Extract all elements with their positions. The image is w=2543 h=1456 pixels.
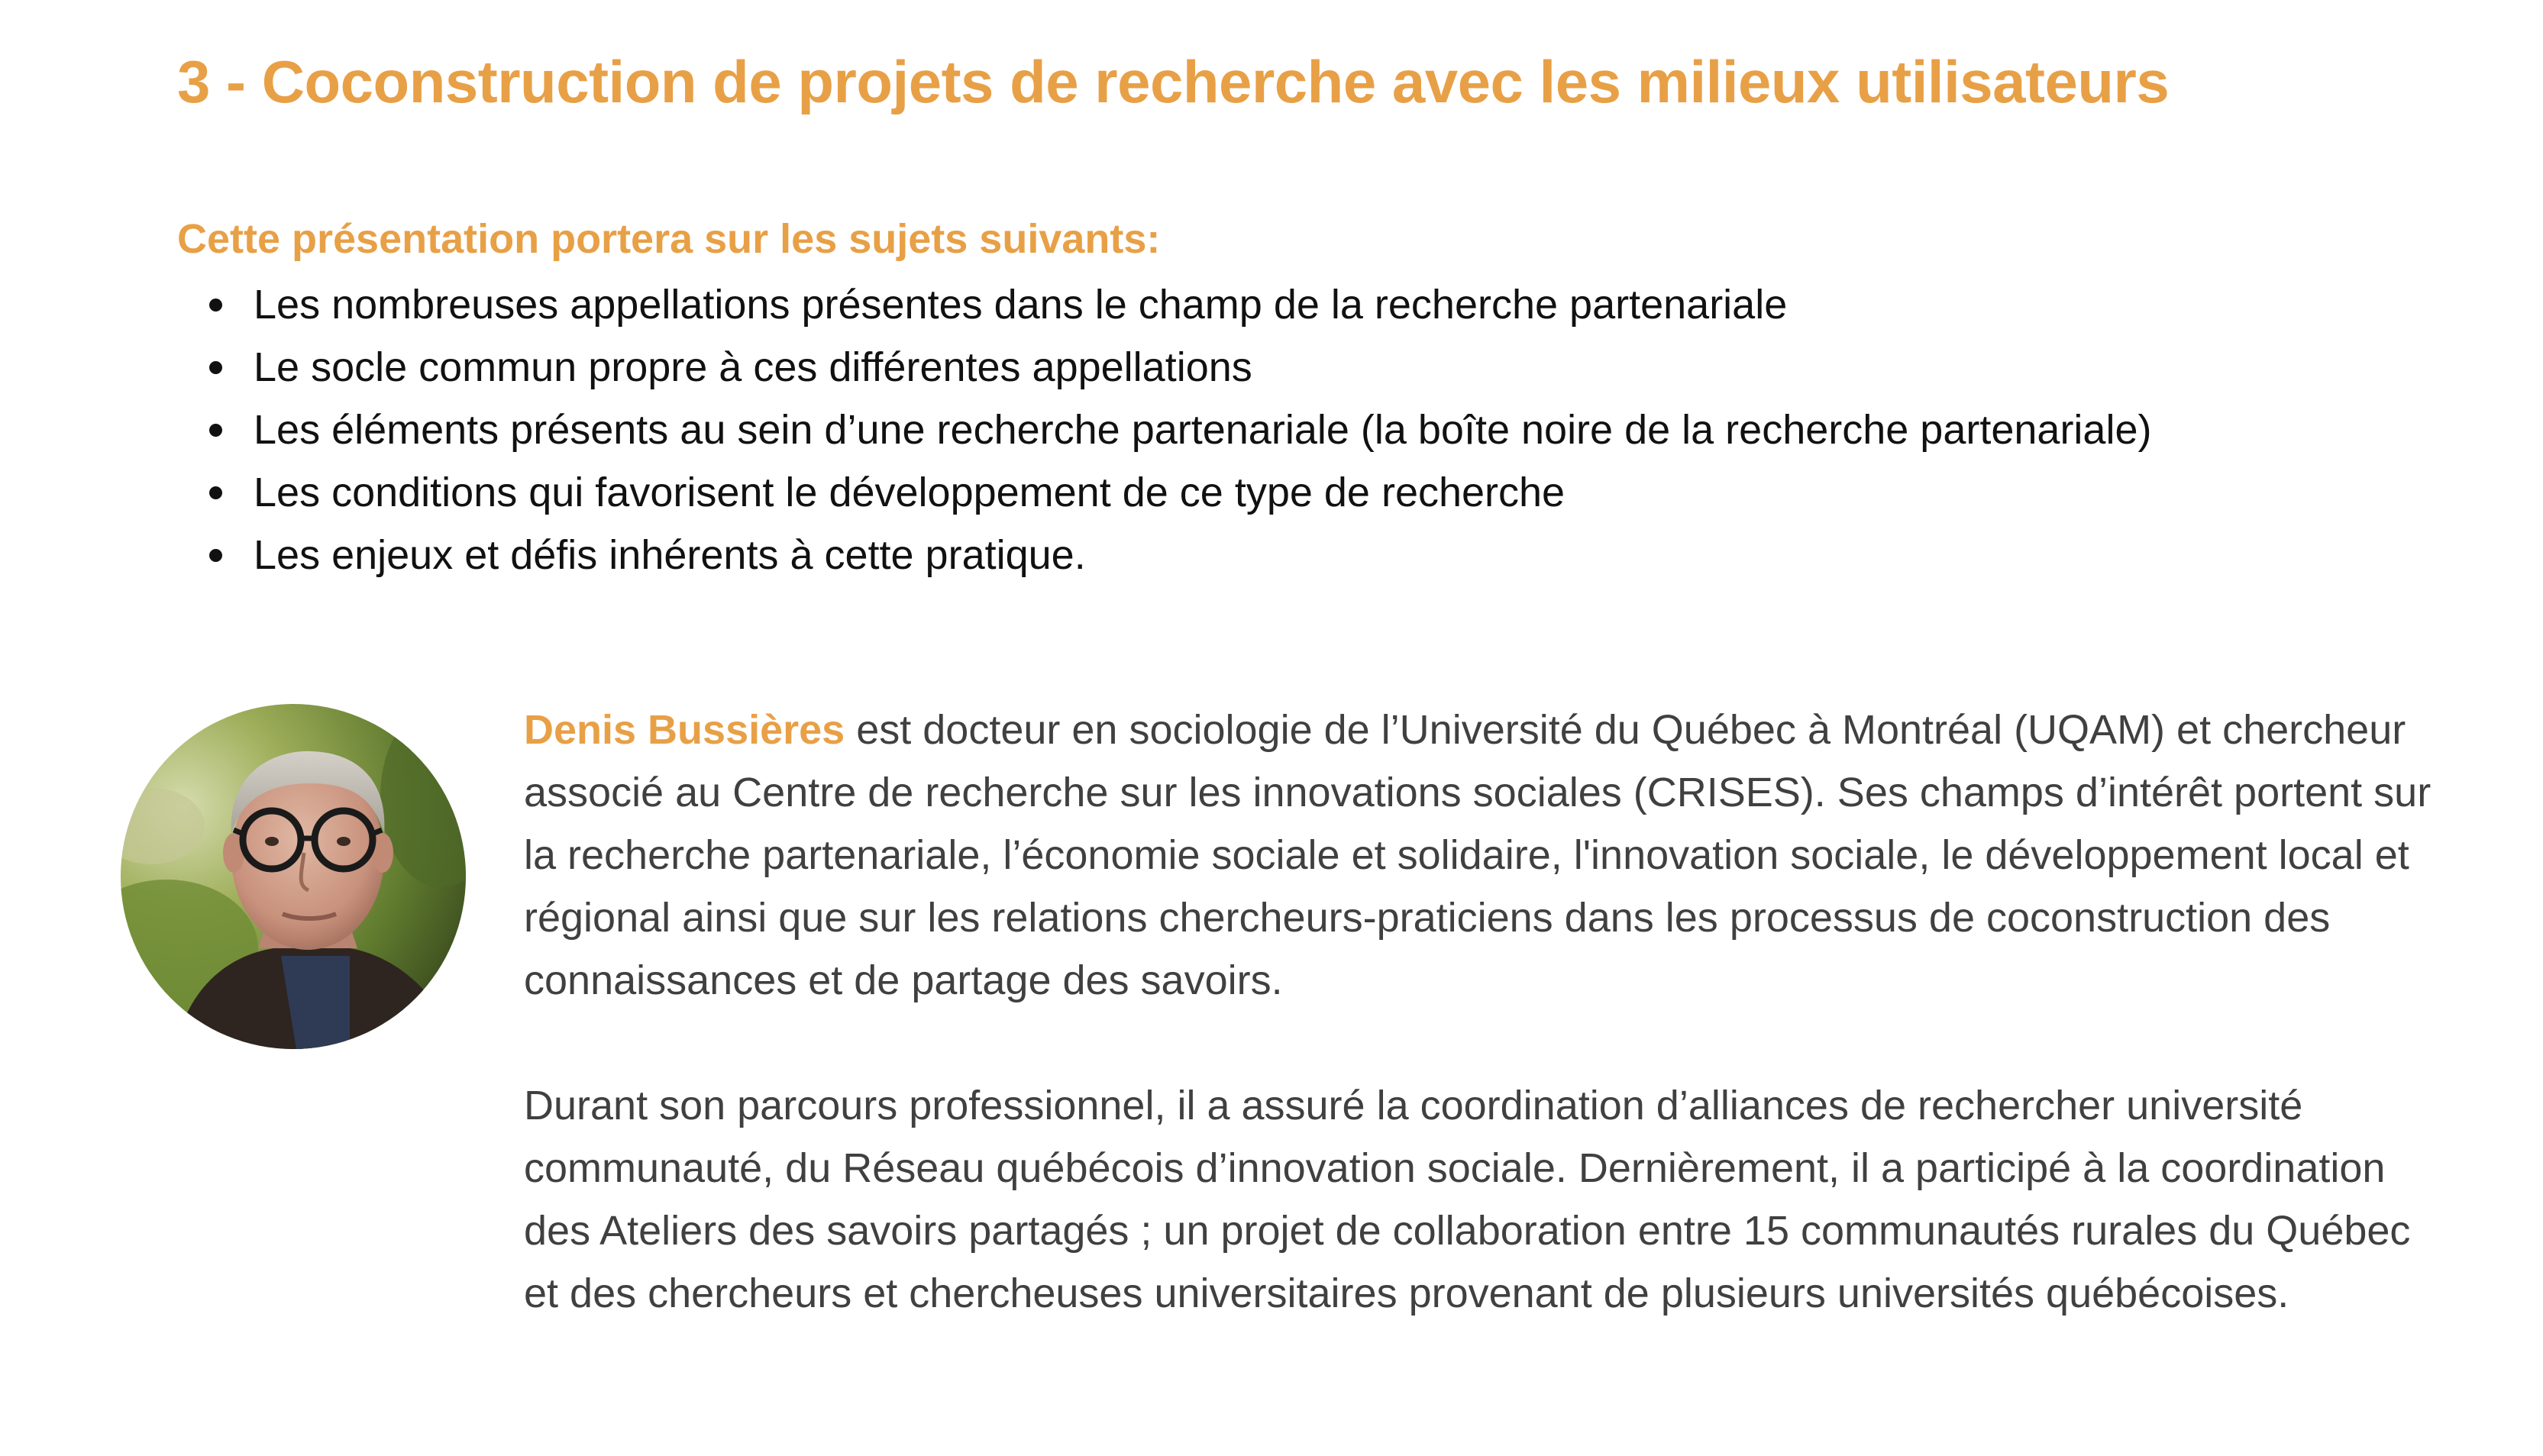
list-item [177,336,2151,399]
list-item [177,399,2151,461]
bullet-icon [209,549,222,562]
author-name: Denis Bussières [524,707,845,753]
portrait-photo [121,704,466,1049]
bio-paragraph-2: Durant son parcours professionnel, il a assuré la coordination d’alliances de rechercher université communauté, du Réseau québécois d’innovation sociale. Dernièrement, il a participé à la coordination des Ateliers des savoirs partagés ; un projet de collaboration entre 15 communautés rurales du Québec et des chercheurs et chercheuses universitaires provenant de plusieurs universités québécoises. [524,1083,2411,1316]
list-item-text: Les nombreuses appellations présentes dans le champ de la recherche partenariale [254,282,1788,328]
bio-paragraph-1-text: est docteur en sociologie de l’Université du Québec à Montréal (UQAM) et chercheur associé au Centre de recherche sur les innovations sociales (CRISES). Ses champs d’intérêt portent sur la recherche partenariale, l’économie sociale et solidaire, l'innovation sociale, le développement local et régional ainsi que sur les relations chercheurs-praticiens dans les processus de coconstruction des connaissances et de partage des savoirs. [524,707,2432,1003]
list-item-text: Le socle commun propre à ces différentes appellations [254,344,1252,390]
list-item-text: Les conditions qui favorisent le développement de ce type de recherche [254,470,1566,515]
page-title: 3 - Coconstruction de projets de recherche avec les milieux utilisateurs [177,48,2170,115]
topics-intro: Cette présentation portera sur les sujets suivants: [177,216,1161,262]
bullet-icon [209,299,222,312]
list-item [177,524,2151,586]
list-item-text: Les enjeux et défis inhérents à cette pratique. [254,532,1086,578]
topics-list [177,273,2151,586]
bullet-icon [209,361,222,374]
avatar [121,704,466,1049]
bullet-icon [209,486,222,499]
bullet-icon [209,424,222,437]
list-item [177,461,2151,524]
list-item [177,273,2151,336]
list-item-text: Les éléments présents au sein d’une recherche partenariale (la boîte noire de la recherche partenariale) [254,407,2152,453]
author-bio [524,699,2441,1325]
bio-paragraph-1 [524,699,2441,1012]
